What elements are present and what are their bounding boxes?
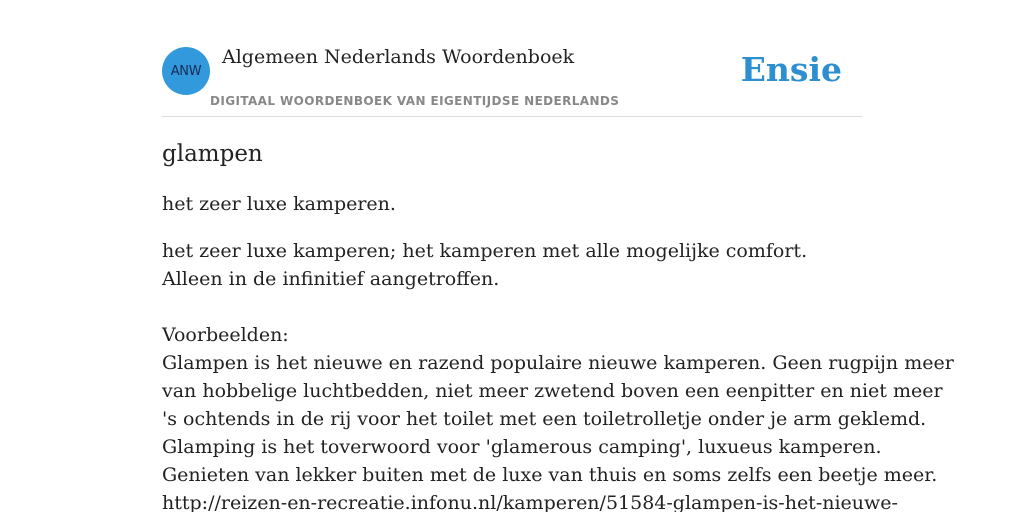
examples-label: Voorbeelden: xyxy=(162,324,289,346)
site-header xyxy=(162,40,862,117)
example-line: Glampen is het nieuwe en razend populaire nieuwe kamperen. Geen rugpijn meer xyxy=(162,352,954,374)
source-title[interactable]: Algemeen Nederlands Woordenboek xyxy=(222,46,575,68)
ensie-logo[interactable]: Ensie xyxy=(740,50,842,89)
source-subtitle: DIGITAAL WOORDENBOEK VAN EIGENTIJDSE NEDERLANDS xyxy=(210,94,620,108)
entry-content xyxy=(162,138,954,512)
full-definition xyxy=(162,237,954,512)
entry-term: glampen xyxy=(162,141,263,167)
anw-logo[interactable] xyxy=(162,47,210,95)
definition-line: het zeer luxe kamperen; het kamperen met alle mogelijke comfort. xyxy=(162,240,808,262)
short-definition: het zeer luxe kamperen. xyxy=(162,193,396,215)
example-line: Genieten van lekker buiten met de luxe van thuis en soms zelfs een beetje meer. xyxy=(162,464,938,486)
logo-text: ANW xyxy=(170,63,202,79)
example-source-link[interactable]: http://reizen-en-recreatie.infonu.nl/kamperen/51584-glampen-is-het-nieuwe- xyxy=(162,492,898,512)
example-line: Glamping is het toverwoord voor 'glamerous camping', luxueus kamperen. xyxy=(162,436,882,458)
definition-line: Alleen in de infinitief aangetroffen. xyxy=(162,268,500,290)
example-line: 's ochtends in de rij voor het toilet met een toiletrolletje onder je arm geklemd. xyxy=(162,408,927,430)
paragraph-gap xyxy=(162,293,862,321)
example-line: van hobbelige luchtbedden, niet meer zwetend boven een eenpitter en niet meer xyxy=(162,380,943,402)
